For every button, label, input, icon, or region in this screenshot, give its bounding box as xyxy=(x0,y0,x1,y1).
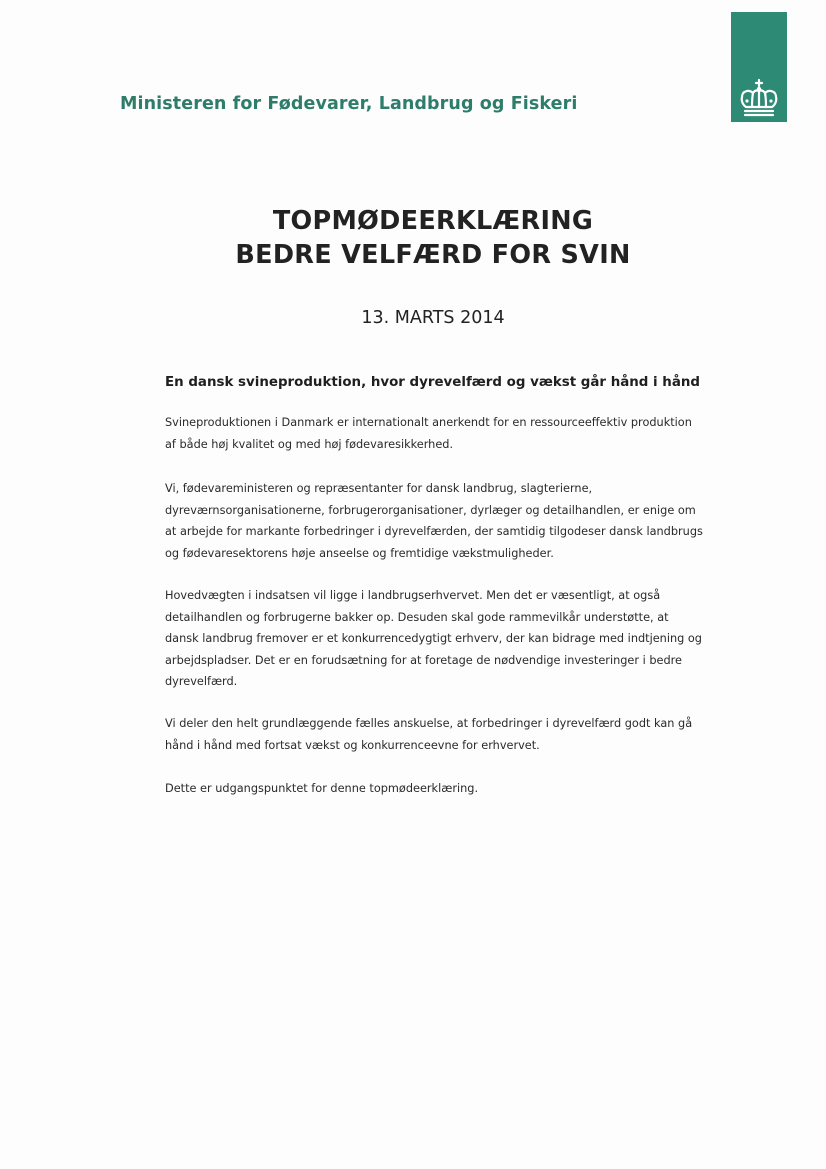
section-heading: En dansk svineproduktion, hvor dyrevelfærd og vækst går hånd i hånd xyxy=(165,375,700,390)
paragraph-3: Hovedvægten i indsatsen vil ligge i landbrugserhvervet. Men det er væsentligt, at også detailhandlen og forbrugerne bakker op. Desuden skal gode rammevilkår understøtte, at dansk landbrug fremover er et konkurrencedygtigt erhverv, der kan bidrage med indtjening og arbejdspladser. Det er en forudsætning for at foretage de nødvendige investeringer i bedre dyrevelfærd. xyxy=(165,589,702,689)
document-title-line1: TOPMØDEERKLÆRING xyxy=(272,206,594,236)
document-date: 13. MARTS 2014 xyxy=(361,308,505,328)
paragraph-2: Vi, fødevareministeren og repræsentanter for dansk landbrug, slagterierne, dyreværnsorganisationerne, forbrugerorganisationer, dyrlæger og detailhandlen, er enige om at arbejde for markante forbedringer i dyrevelfærden, der samtidig tilgodeser dansk landbrugs og fødevaresektorens høje anseelse og fremtidige vækstmuligheder. xyxy=(165,482,703,560)
document-title-line2: BEDRE VELFÆRD FOR SVIN xyxy=(235,240,631,270)
paragraph-4: Vi deler den helt grundlæggende fælles anskuelse, at forbedringer i dyrevelfærd godt kan gå hånd i hånd med fortsat vækst og konkurrenceevne for erhvervet. xyxy=(165,717,693,752)
crown-icon xyxy=(737,78,781,118)
paragraph-1: Svineproduktionen i Danmark er internationalt anerkendt for en ressourceeffektiv produktion af både høj kvalitet og med høj fødevaresikkerhed. xyxy=(165,416,692,451)
ministry-name: Ministeren for Fødevarer, Landbrug og Fiskeri xyxy=(120,94,578,114)
ministry-emblem xyxy=(731,12,787,122)
paragraph-5: Dette er udgangspunktet for denne topmødeerklæring. xyxy=(165,782,479,795)
